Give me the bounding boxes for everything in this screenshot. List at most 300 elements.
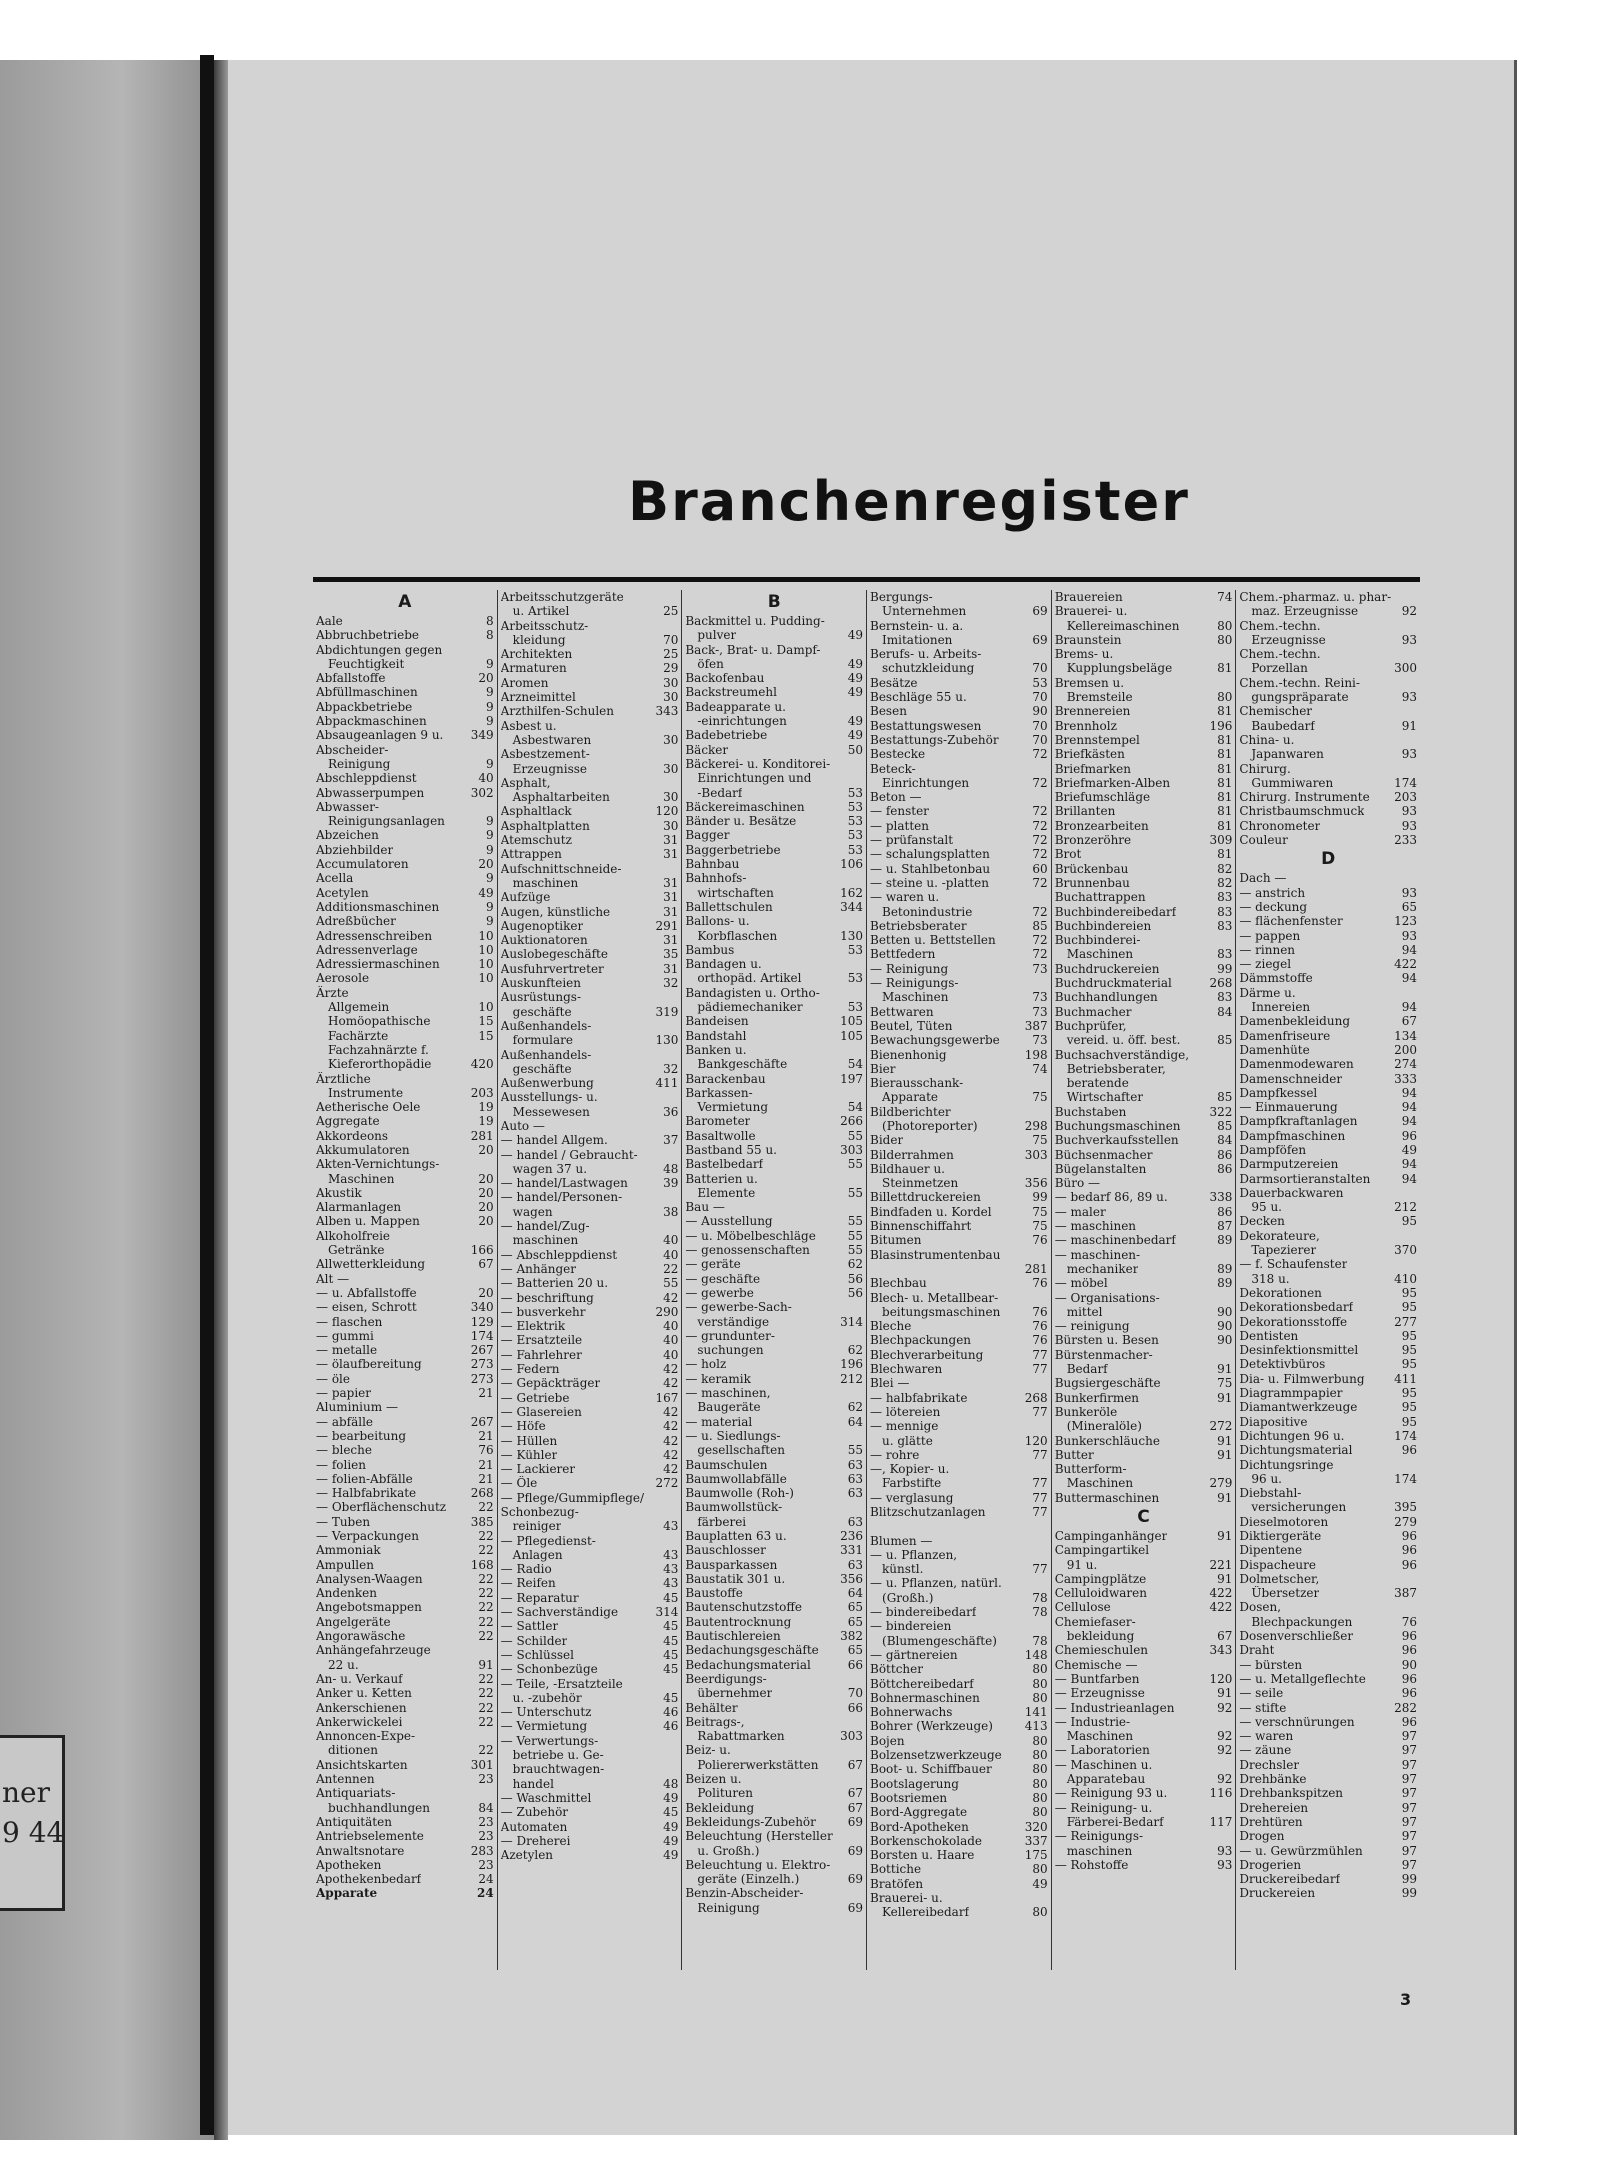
entry-term: Ansichtskarten — [316, 1757, 408, 1772]
register-entry — [870, 762, 1048, 776]
register-entry — [685, 1486, 863, 1500]
entry-page-number: 31 — [663, 904, 679, 919]
entry-page-number: 279 — [1394, 1514, 1418, 1529]
entry-term: Abwasserpumpen — [316, 785, 425, 800]
entry-term: — bürsten — [1239, 1657, 1303, 1672]
entry-page-number: 97 — [1401, 1772, 1418, 1787]
entry-term: Beschläge 55 u. — [870, 690, 967, 705]
entry-page-number: 21 — [478, 1457, 494, 1472]
register-entry — [501, 1219, 679, 1233]
entry-page-number: 314 — [655, 1605, 679, 1620]
entry-page-number: 20 — [478, 1285, 494, 1300]
entry-term: Besen — [870, 704, 907, 719]
entry-page-number: 92 — [1217, 1772, 1233, 1787]
entry-term: Dämmstoffe — [1239, 971, 1313, 986]
entry-page-number: 92 — [1217, 1700, 1233, 1715]
entry-term: — u. Pflanzen, — [870, 1547, 958, 1562]
register-entry — [316, 1157, 494, 1171]
entry-page-number: 72 — [1032, 904, 1048, 919]
entry-term: Feuchtigkeit — [328, 656, 405, 671]
entry-term: — Lackierer — [500, 1462, 576, 1477]
register-entry — [501, 1462, 679, 1476]
entry-term: Barackenbau — [685, 1071, 766, 1086]
register-entry — [685, 1415, 863, 1429]
entry-term: Blasinstrumentenbau — [870, 1247, 1001, 1262]
register-entry — [1055, 919, 1233, 933]
entry-term: Borsten u. Haare — [870, 1848, 975, 1863]
entry-term: — handel Allgem. — [500, 1133, 608, 1148]
register-entry — [501, 1333, 679, 1347]
register-entry — [316, 757, 494, 771]
entry-page-number: 49 — [847, 714, 864, 729]
entry-term: pädiemechaniker — [697, 1000, 803, 1015]
entry-term: — Reparatur — [500, 1590, 579, 1605]
entry-term: — Ersatzteile — [500, 1333, 583, 1348]
entry-term: — schalungsplatten — [870, 847, 990, 862]
register-entry — [685, 1701, 863, 1715]
register-entry — [870, 1762, 1048, 1776]
entry-term: Dentisten — [1239, 1328, 1299, 1343]
entry-page-number: 67 — [1217, 1629, 1233, 1644]
register-entry — [1055, 1305, 1233, 1319]
entry-page-number: 66 — [847, 1700, 864, 1715]
entry-page-number: 15 — [478, 1014, 494, 1029]
entry-term: Apparate — [316, 1886, 378, 1901]
entry-term: gungspräparate — [1251, 690, 1349, 705]
entry-term: Brennereien — [1054, 704, 1131, 719]
register-entry — [1055, 1572, 1233, 1586]
register-entry — [870, 1019, 1048, 1033]
register-entry — [1055, 1701, 1233, 1715]
register-entry — [1239, 1114, 1417, 1128]
entry-page-number: 279 — [1209, 1476, 1233, 1491]
entry-page-number: 8 — [486, 614, 494, 628]
register-entry — [1239, 1772, 1417, 1786]
entry-page-number: 344 — [840, 899, 864, 914]
register-entry — [685, 986, 863, 1000]
entry-term: Bagger — [685, 828, 730, 843]
register-entry — [685, 1729, 863, 1743]
entry-term: — abfälle — [316, 1414, 374, 1429]
entry-page-number: 9 — [486, 871, 494, 886]
entry-term: Ammoniak — [316, 1543, 381, 1558]
entry-term: Bedarf — [1066, 1362, 1108, 1377]
entry-page-number: 55 — [847, 1228, 864, 1243]
entry-page-number: 78 — [1032, 1633, 1048, 1648]
register-entry — [1239, 929, 1417, 943]
register-entry — [1055, 1643, 1233, 1657]
register-entry — [1055, 1119, 1233, 1133]
entry-page-number: 20 — [478, 1142, 494, 1157]
register-entry — [501, 733, 679, 747]
register-entry — [316, 986, 494, 1000]
entry-page-number: 54 — [847, 1057, 864, 1072]
entry-page-number: 212 — [840, 1371, 864, 1386]
entry-term: Behälter — [685, 1700, 738, 1715]
entry-page-number: 56 — [847, 1285, 864, 1300]
register-entry — [1055, 1772, 1233, 1786]
entry-term: Einrichtungen — [882, 775, 970, 790]
entry-term: — deckung — [1239, 899, 1308, 914]
register-entry — [685, 1715, 863, 1729]
entry-term: — seile — [1239, 1686, 1284, 1701]
register-entry — [1055, 1276, 1233, 1290]
entry-term: 318 u. — [1251, 1271, 1290, 1286]
entry-page-number: 94 — [1401, 1000, 1418, 1015]
left-page-line-2: 9 44 — [2, 1816, 65, 1849]
register-entry — [1239, 1572, 1417, 1586]
entry-term: Briefmarken — [1054, 761, 1131, 776]
entry-term: Bekleidung — [685, 1800, 755, 1815]
entry-page-number: 78 — [1032, 1605, 1048, 1620]
entry-page-number: 356 — [1024, 1176, 1048, 1191]
register-entry — [1055, 1005, 1233, 1019]
entry-term: — grundunter- — [685, 1328, 775, 1343]
entry-term: — Reinigung 93 u. — [1054, 1786, 1168, 1801]
register-entry — [1055, 1162, 1233, 1176]
entry-term: Chemiefaser- — [1054, 1614, 1136, 1629]
register-entry — [316, 786, 494, 800]
entry-term: Asbestzement- — [500, 747, 590, 762]
entry-term: Campingplätze — [1054, 1571, 1147, 1586]
entry-term: Chemische — — [1054, 1657, 1138, 1672]
entry-term: u. -zubehör — [512, 1690, 582, 1705]
entry-term: Attrappen — [500, 847, 562, 862]
entry-page-number: 387 — [1024, 1018, 1048, 1033]
entry-page-number: 72 — [1032, 947, 1048, 962]
entry-page-number: 73 — [1032, 990, 1048, 1005]
register-entry — [1055, 1543, 1233, 1557]
entry-page-number: 196 — [1209, 718, 1233, 733]
register-entry — [685, 914, 863, 928]
register-entry — [316, 1043, 494, 1057]
entry-page-number: 23 — [478, 1857, 494, 1872]
register-entry — [1239, 1014, 1417, 1028]
register-entry — [870, 1634, 1048, 1648]
entry-page-number: 76 — [478, 1443, 494, 1458]
entry-term: Bleche — [870, 1319, 912, 1334]
register-entry — [870, 1791, 1048, 1805]
register-entry — [1239, 704, 1417, 718]
entry-term: Dekorationsstoffe — [1239, 1314, 1348, 1329]
entry-page-number: 20 — [478, 1214, 494, 1229]
register-entry — [685, 929, 863, 943]
register-entry — [1239, 886, 1417, 900]
entry-term: Briefmarken-Alben — [1054, 775, 1171, 790]
entry-page-number: 50 — [847, 742, 864, 757]
entry-page-number: 94 — [1401, 1114, 1418, 1129]
entry-page-number: 45 — [663, 1662, 679, 1677]
entry-term: Aluminium — — [316, 1400, 398, 1415]
entry-term: — bindereibedarf — [870, 1605, 977, 1620]
entry-term: Backstreumehl — [685, 685, 777, 700]
register-entry — [501, 1376, 679, 1390]
entry-term: Asphaltarbeiten — [512, 790, 610, 805]
entry-term: verständige — [697, 1314, 770, 1329]
entry-page-number: 338 — [1209, 1190, 1233, 1205]
register-entry — [1239, 1486, 1417, 1500]
entry-term: Bankgeschäfte — [697, 1057, 788, 1072]
register-entry — [501, 819, 679, 833]
entry-page-number: 49 — [663, 1790, 679, 1805]
entry-term: Brennstempel — [1054, 732, 1140, 747]
entry-term: Fachärzte — [328, 1028, 389, 1043]
entry-page-number: 94 — [1401, 1157, 1418, 1172]
register-entry — [501, 1548, 679, 1562]
entry-page-number: 53 — [847, 842, 864, 857]
entry-term: Auslobegeschäfte — [500, 947, 608, 962]
entry-term: Dolmetscher, — [1239, 1571, 1320, 1586]
entry-page-number: 89 — [1217, 1261, 1233, 1276]
entry-page-number: 95 — [1401, 1357, 1418, 1372]
entry-page-number: 49 — [478, 885, 494, 900]
entry-term: Butter — [1054, 1447, 1094, 1462]
entry-term: — pappen — [1239, 928, 1301, 943]
register-entry — [501, 704, 679, 718]
register-entry — [1239, 943, 1417, 957]
entry-page-number: 9 — [486, 899, 494, 914]
entry-term: 22 u. — [328, 1657, 359, 1672]
entry-term: maschinen — [512, 875, 579, 890]
register-entry — [1239, 1343, 1417, 1357]
entry-term: Diapositive — [1239, 1414, 1308, 1429]
entry-term: u. glätte — [882, 1433, 933, 1448]
entry-page-number: 268 — [470, 1486, 494, 1501]
register-entry — [1239, 1458, 1417, 1472]
entry-term: Bernstein- u. a. — [870, 618, 964, 633]
entry-term: Campinganhänger — [1054, 1529, 1168, 1543]
register-entry — [1239, 733, 1417, 747]
entry-page-number: 83 — [1217, 904, 1233, 919]
entry-page-number: 22 — [478, 1529, 494, 1543]
entry-term: Instrumente — [328, 1085, 404, 1100]
register-entry — [1055, 1558, 1233, 1572]
entry-page-number: 117 — [1209, 1814, 1233, 1829]
register-entry — [685, 714, 863, 728]
register-entry — [685, 771, 863, 785]
entry-term: Detektivbüros — [1239, 1357, 1326, 1372]
register-entry — [501, 1648, 679, 1662]
entry-term: — Glasereien — [500, 1404, 582, 1419]
entry-term: — u. Möbelbeschläge — [685, 1228, 816, 1243]
entry-term: Anlagen — [512, 1547, 563, 1562]
entry-term: Dipentene — [1239, 1543, 1303, 1558]
entry-page-number: 20 — [478, 1171, 494, 1186]
register-entry — [316, 1572, 494, 1586]
entry-page-number: 75 — [1217, 1376, 1233, 1391]
register-column — [1052, 590, 1237, 1970]
register-entry — [685, 1772, 863, 1786]
entry-term: Armaturen — [500, 661, 567, 676]
entry-term: u. Artikel — [512, 604, 570, 619]
entry-page-number: 70 — [1032, 718, 1048, 733]
entry-page-number: 42 — [663, 1462, 679, 1477]
register-entry — [685, 1901, 863, 1915]
entry-page-number: 85 — [1217, 1090, 1233, 1105]
register-entry — [1055, 790, 1233, 804]
entry-term: Außenhandels- — [500, 1018, 592, 1033]
entry-page-number: 8 — [486, 628, 494, 643]
register-entry — [1055, 647, 1233, 661]
entry-term: — u. Abfallstoffe — [316, 1285, 417, 1300]
register-entry — [870, 1448, 1048, 1462]
entry-page-number: 90 — [1032, 704, 1048, 719]
register-entry — [870, 1548, 1048, 1562]
entry-term: Bambus — [685, 942, 735, 957]
entry-page-number: 53 — [847, 942, 864, 957]
register-entry — [501, 1348, 679, 1362]
register-entry — [685, 1229, 863, 1243]
entry-term: — Tuben — [316, 1514, 371, 1529]
register-entry — [1239, 1743, 1417, 1757]
entry-term: — Fahrlehrer — [500, 1347, 582, 1362]
entry-page-number: 70 — [1032, 661, 1048, 676]
entry-term: Bestattungs-Zubehör — [870, 732, 999, 747]
register-entry — [501, 1534, 679, 1548]
entry-term: — Elektrik — [500, 1319, 566, 1334]
entry-page-number: 97 — [1401, 1814, 1418, 1829]
entry-term: Chem.-techn. — [1239, 647, 1321, 662]
entry-page-number: 80 — [1032, 1805, 1048, 1820]
entry-page-number: 93 — [1401, 804, 1418, 819]
entry-page-number: 99 — [1401, 1872, 1418, 1887]
entry-term: Bootsriemen — [870, 1790, 948, 1805]
entry-page-number: 76 — [1032, 1233, 1048, 1248]
entry-term: Dekorationsbedarf — [1239, 1300, 1354, 1315]
entry-page-number: 70 — [1032, 732, 1048, 747]
register-entry — [685, 1172, 863, 1186]
entry-term: Asphaltplatten — [500, 818, 590, 833]
entry-page-number: 55 — [847, 1443, 864, 1458]
entry-term: Bahnhofs- — [685, 871, 747, 886]
entry-term: — ziegel — [1239, 957, 1292, 972]
register-entry — [685, 1515, 863, 1529]
entry-page-number: 73 — [1032, 1033, 1048, 1048]
register-entry — [501, 747, 679, 761]
entry-page-number: 196 — [840, 1357, 864, 1372]
register-entry — [501, 1362, 679, 1376]
entry-page-number: 116 — [1209, 1786, 1233, 1801]
register-entry — [316, 1014, 494, 1028]
entry-term: maschinen — [1066, 1843, 1133, 1858]
register-entry — [1239, 1472, 1417, 1486]
register-entry — [316, 1672, 494, 1686]
entry-term: Abschleppdienst — [316, 771, 417, 786]
register-entry — [316, 1815, 494, 1829]
entry-term: China- u. — [1239, 732, 1295, 747]
entry-page-number: 20 — [478, 1185, 494, 1200]
register-entry — [1055, 1686, 1233, 1700]
register-entry — [1055, 1333, 1233, 1347]
entry-term: Elemente — [697, 1185, 756, 1200]
register-entry — [870, 1362, 1048, 1376]
entry-page-number: 46 — [663, 1705, 679, 1720]
entry-term: buchhandlungen — [328, 1800, 430, 1815]
entry-term: Anhängefahrzeuge — [316, 1643, 431, 1658]
entry-page-number: 45 — [663, 1805, 679, 1820]
register-entry — [870, 1820, 1048, 1834]
register-entry — [316, 714, 494, 728]
entry-term: Bandagen u. — [685, 957, 762, 972]
register-entry — [1239, 1072, 1417, 1086]
entry-term: Tapezierer — [1251, 1243, 1317, 1258]
entry-page-number: 87 — [1217, 1219, 1233, 1234]
register-entry — [316, 1886, 494, 1900]
register-entry — [870, 833, 1048, 847]
entry-page-number: 35 — [663, 947, 679, 962]
register-entry — [870, 1662, 1048, 1676]
entry-page-number: 22 — [478, 1700, 494, 1715]
entry-term: — handel/Zug- — [500, 1219, 590, 1234]
register-entry — [1055, 847, 1233, 861]
register-entry — [501, 1005, 679, 1019]
entry-page-number: 268 — [1024, 1390, 1048, 1405]
entry-page-number: 203 — [1394, 790, 1418, 805]
entry-term: Bürsten u. Besen — [1054, 1333, 1159, 1348]
entry-term: — Gepäckträger — [500, 1376, 601, 1391]
entry-term: orthopäd. Artikel — [697, 971, 802, 986]
entry-page-number: 23 — [478, 1829, 494, 1844]
entry-page-number: 303 — [840, 1142, 864, 1157]
entry-page-number: 49 — [1032, 1876, 1048, 1891]
entry-page-number: 266 — [840, 1114, 864, 1129]
entry-term: Bienenhonig — [870, 1047, 947, 1062]
entry-page-number: 174 — [470, 1328, 494, 1343]
entry-term: Allgemein — [328, 1000, 390, 1015]
entry-term: Außenhandels- — [500, 1047, 592, 1062]
register-entry — [685, 1386, 863, 1400]
register-entry — [1239, 1100, 1417, 1114]
entry-term: Berufs- u. Arbeits- — [870, 647, 982, 662]
entry-page-number: 272 — [655, 1476, 679, 1491]
register-entry — [501, 1505, 679, 1519]
register-entry — [501, 1391, 679, 1405]
register-entry — [501, 833, 679, 847]
register-entry — [1239, 1429, 1417, 1443]
entry-page-number: 97 — [1401, 1857, 1418, 1872]
entry-page-number: 67 — [1401, 1014, 1418, 1029]
register-entry — [316, 1100, 494, 1114]
register-entry — [870, 1376, 1048, 1390]
entry-term: — Vermietung — [500, 1719, 588, 1734]
register-entry — [870, 1291, 1048, 1305]
entry-page-number: 53 — [847, 799, 864, 814]
entry-term: Antriebselemente — [316, 1829, 424, 1844]
entry-page-number: 22 — [478, 1586, 494, 1601]
register-entry — [1239, 1157, 1417, 1171]
entry-page-number: 45 — [663, 1647, 679, 1662]
register-entry — [316, 728, 494, 742]
entry-page-number: 62 — [847, 1400, 864, 1415]
entry-term: Brillanten — [1054, 804, 1116, 819]
entry-term: Beiz- u. — [685, 1743, 731, 1758]
register-entry — [1055, 1019, 1233, 1033]
entry-term: Betten u. Bettstellen — [870, 933, 996, 948]
entry-page-number: 76 — [1032, 1304, 1048, 1319]
entry-page-number: 65 — [847, 1600, 864, 1615]
register-entry — [685, 1372, 863, 1386]
entry-page-number: 22 — [478, 1614, 494, 1629]
entry-page-number: 19 — [478, 1100, 494, 1115]
register-entry — [501, 1662, 679, 1676]
register-entry — [870, 1033, 1048, 1047]
register-entry — [870, 1262, 1048, 1276]
register-entry — [1055, 1801, 1233, 1815]
entry-term: Aetherische Oele — [316, 1100, 421, 1115]
register-entry — [316, 671, 494, 685]
entry-term: Anker u. Ketten — [316, 1686, 412, 1701]
entry-term: mechaniker — [1066, 1261, 1139, 1276]
